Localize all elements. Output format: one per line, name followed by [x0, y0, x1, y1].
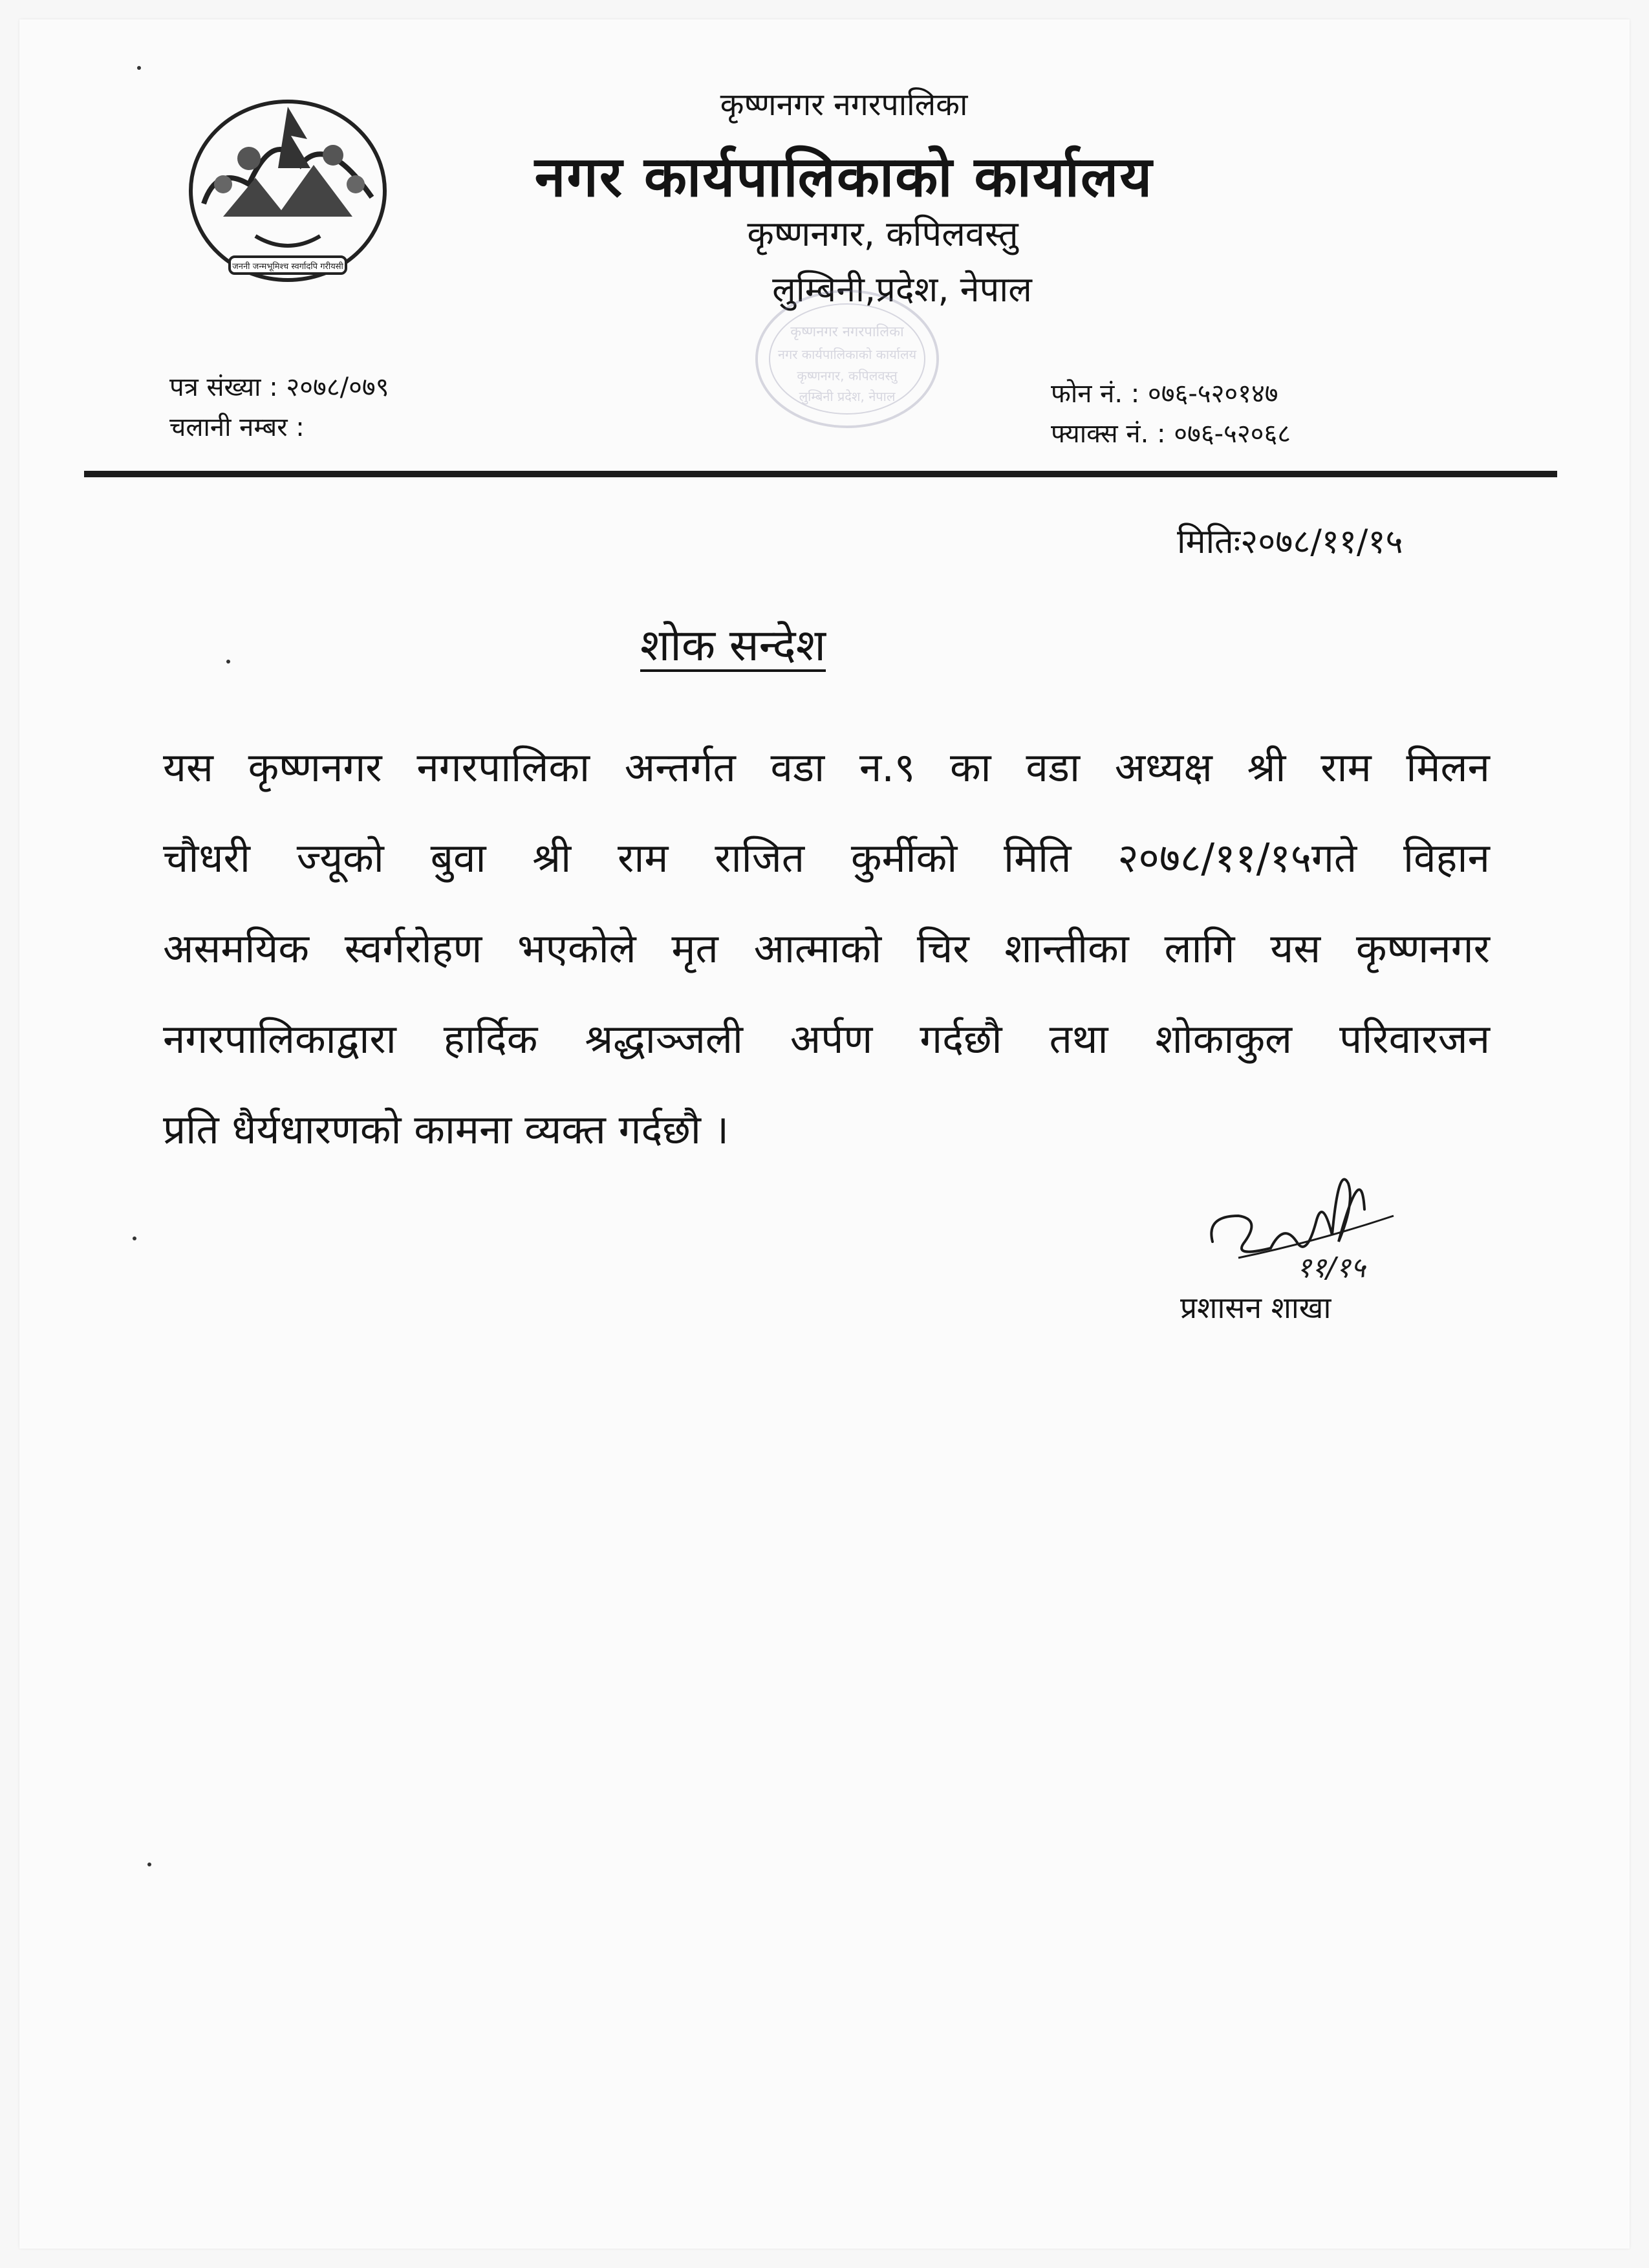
body-line [163, 721, 1490, 812]
letter-meta-left [169, 367, 389, 448]
body-word: नगरपालिकाद्वारा [163, 1015, 396, 1063]
svg-text:कृष्णनगर नगरपालिका: कृष्णनगर नगरपालिका [790, 324, 904, 340]
header-divider [84, 471, 1557, 477]
body-word: कुर्मीको [850, 834, 958, 881]
scan-speck [137, 66, 141, 70]
body-word: यस [163, 744, 213, 791]
body-line [163, 902, 1490, 993]
fax-number: फ्याक्स नं. : ०७६-५२०६८ [1051, 419, 1291, 449]
body-word: श्री [1247, 744, 1286, 791]
body-word: मिलन [1406, 744, 1490, 791]
body-word: श्रद्धाञ्जली [585, 1015, 743, 1063]
body-word: कृष्णनगर [1355, 925, 1490, 972]
body-word: यस [1270, 925, 1321, 972]
body-word: चिर [916, 925, 969, 972]
scan-speck [147, 1863, 151, 1866]
svg-text:लुम्बिनी प्रदेश, नेपाल: लुम्बिनी प्रदेश, नेपाल [799, 389, 896, 404]
office-stamp-icon [750, 285, 944, 433]
body-word: परिवारजन [1339, 1015, 1490, 1063]
municipality-name: कृष्णनगर नगरपालिका [720, 87, 968, 123]
body-line: प्रति धैर्यधारणको कामना व्यक्त गर्दछौ । [163, 1106, 729, 1153]
body-word: कृष्णनगर [248, 744, 382, 791]
body-line [163, 812, 1490, 902]
body-word: हार्दिक [443, 1015, 538, 1063]
body-word: राम [1320, 744, 1372, 791]
body-word: स्वर्गरोहण [344, 925, 482, 972]
body-word: आत्माको [753, 925, 882, 972]
letter-body [163, 721, 1490, 1174]
signatory-department: प्रशासन शाखा [1180, 1290, 1331, 1325]
body-word: अर्पण [790, 1015, 873, 1063]
body-line [163, 993, 1490, 1083]
body-word: विहान [1403, 834, 1490, 881]
svg-text:नगर कार्यपालिकाको कार्यालय: नगर कार्यपालिकाको कार्यालय [777, 347, 917, 362]
body-word: श्री [532, 834, 572, 881]
office-province: लुम्बिनी,प्रदेश, नेपाल [772, 269, 1032, 310]
letter-date: मितिः२०७८/११/१५ [1177, 523, 1403, 561]
dispatch-number: चलानी नम्बर : [169, 413, 305, 442]
body-word: लागि [1164, 925, 1235, 972]
body-word: राम [618, 834, 669, 881]
body-word: का [949, 744, 991, 791]
svg-text:कृष्णनगर, कपिलवस्तु: कृष्णनगर, कपिलवस्तु [797, 368, 898, 383]
signature-date: ११/१५ [1297, 1251, 1366, 1284]
body-word: असमयिक [163, 925, 309, 972]
body-word: शान्तीका [1004, 925, 1129, 972]
body-word: बुवा [430, 834, 486, 881]
svg-text:जननी जन्मभूमिश्च स्वर्गादपि गर: जननी जन्मभूमिश्च स्वर्गादपि गरीयसी [232, 262, 343, 272]
body-word: नगरपालिका [416, 744, 590, 791]
body-word: शोकाकुल [1155, 1015, 1293, 1063]
body-word: गर्दछौ [920, 1015, 1002, 1063]
letter-number: पत्र संख्या : २०७८/०७९ [169, 373, 389, 402]
body-word: अन्तर्गत [624, 744, 736, 791]
office-name: नगर कार्यपालिकाको कार्यालय [534, 145, 1154, 210]
scan-speck [226, 660, 230, 664]
body-word: तथा [1049, 1015, 1108, 1063]
body-word: राजित [715, 834, 805, 881]
body-word: ज्यूको [296, 834, 384, 881]
phone-number: फोन नं. : ०७६-५२०१४७ [1051, 379, 1278, 409]
letter-title: शोक सन्देश [640, 620, 826, 671]
body-word: मृत [671, 925, 718, 972]
body-word: अध्यक्ष [1114, 744, 1212, 791]
body-word: मिति [1004, 834, 1072, 881]
body-word: वडा [1026, 744, 1081, 791]
body-word: २०७८/११/१५गते [1117, 834, 1357, 881]
scan-speck [133, 1237, 136, 1240]
signature-icon [1200, 1145, 1419, 1300]
body-word: चौधरी [163, 834, 250, 881]
body-word: न.९ [859, 744, 916, 791]
body-word: वडा [770, 744, 825, 791]
office-location: कृष्णनगर, कपिलवस्तु [747, 213, 1018, 254]
letter-meta-right [1051, 374, 1291, 454]
body-word: भएकोले [517, 925, 636, 972]
